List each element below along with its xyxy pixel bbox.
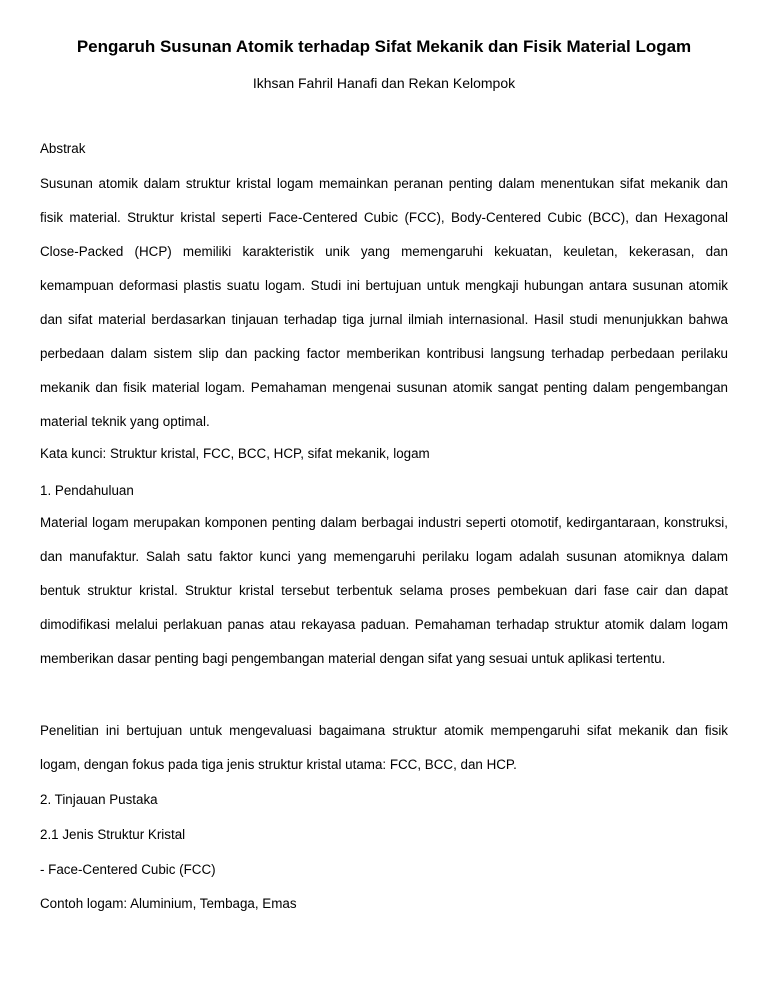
document-title: Pengaruh Susunan Atomik terhadap Sifat Mekanik dan Fisik Material Logam (76, 37, 692, 56)
fcc-list-item: - Face-Centered Cubic (FCC) (40, 862, 216, 877)
section-1-heading: 1. Pendahuluan (40, 483, 134, 498)
section-1-paragraph-1: Material logam merupakan komponen penting dalam berbagai industri seperti otomotif, kedirgantaraan, konstruksi, dan manufaktur. Salah satu faktor kunci yang memengaruhi perilaku logam adalah susunan atomiknya dalam bentuk struktur kristal. Struktur kristal tersebut terbentuk selama proses pembekuan dari fase cair dan dapat dimodifikasi melalui perlakuan panas atau rekayasa paduan. Pemahaman terhadap struktur atomik dalam logam memberikan dasar penting bagi pengembangan material dengan sifat yang sesuai untuk aplikasi tertentu. (40, 515, 728, 666)
section-1-paragraph-2: Penelitian ini bertujuan untuk mengevaluasi bagaimana struktur atomik mempengaruhi sifat mekanik dan fisik logam, dengan fokus pada tiga jenis struktur kristal utama: FCC, BCC, dan HCP. (40, 723, 728, 772)
fcc-examples: Contoh logam: Aluminium, Tembaga, Emas (40, 896, 297, 911)
abstract-text: Susunan atomik dalam struktur kristal logam memainkan peranan penting dalam menentukan sifat mekanik dan fisik material. Struktur kristal seperti Face-Centered Cubic (FCC), Body-Centered Cubic (BCC), dan Hexagonal Close-Packed (HCP) memiliki karakteristik unik yang memengaruhi kekuatan, keuletan, kekerasan, dan kemampuan deformasi plastis suatu logam. Studi ini bertujuan untuk mengkaji hubungan antara susunan atomik dan sifat material berdasarkan tinjauan terhadap tiga jurnal ilmiah internasional. Hasil studi menunjukkan bahwa perbedaan dalam sistem slip dan packing factor memberikan kontribusi langsung terhadap perbedaan perilaku mekanik dan fisik material logam. Pemahaman mengenai susunan atomik sangat penting dalam pengembangan material teknik yang optimal. (40, 176, 728, 429)
keywords: Kata kunci: Struktur kristal, FCC, BCC, HCP, sifat mekanik, logam (40, 446, 430, 461)
section-2-heading: 2. Tinjauan Pustaka (40, 792, 158, 807)
document-authors: Ikhsan Fahril Hanafi dan Rekan Kelompok (252, 75, 516, 91)
section-2-1-heading: 2.1 Jenis Struktur Kristal (40, 827, 186, 842)
abstract-heading: Abstrak (40, 141, 86, 156)
